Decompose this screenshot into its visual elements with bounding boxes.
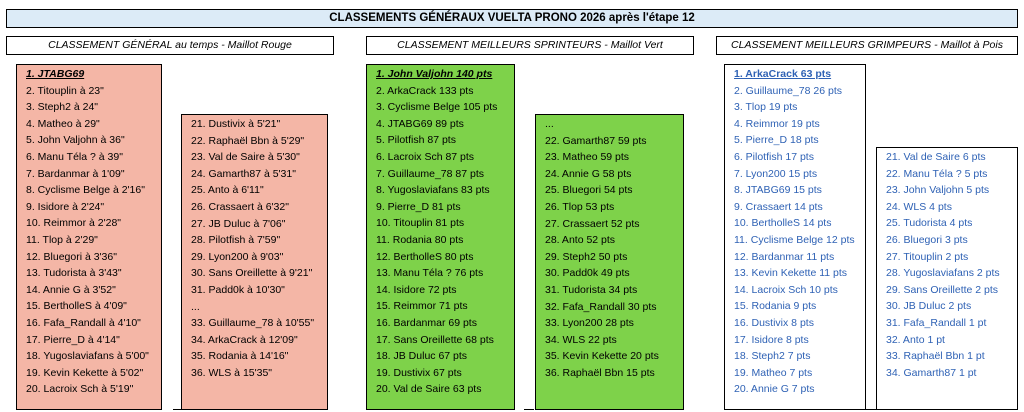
sprint-header: CLASSEMENT MEILLEURS SPRINTEURS - Maillot Vert (366, 36, 694, 55)
ranking-row: 36. WLS à 15'35" (191, 366, 273, 379)
ranking-row: 30. JB Duluc 2 pts (886, 300, 972, 313)
climb-list-1 (724, 64, 866, 410)
ranking-row: 26. Tlop 53 pts (545, 200, 615, 213)
ranking-row: 29. Lyon200 à 9'03" (191, 250, 284, 263)
ranking-row: 33. Guillaume_78 à 10'55" (191, 317, 315, 330)
ranking-row: 3. Cyclisme Belge 105 pts (376, 101, 498, 114)
ranking-row: 29. Sans Oreillette 2 pts (886, 283, 999, 296)
ranking-row: 1. ArkaCrack 63 pts (734, 68, 832, 80)
ranking-row: 35. Kevin Kekette 20 pts (545, 350, 659, 363)
ranking-row: 34. Gamarth87 1 pt (886, 366, 977, 379)
ranking-row: 22. Gamarth87 59 pts (545, 134, 647, 147)
ranking-row: 12. BertholleS 80 pts (376, 250, 474, 263)
ranking-row: 4. Reimmor 19 pts (734, 117, 820, 130)
divider (524, 409, 534, 410)
ranking-row: 18. Steph2 7 pts (734, 350, 811, 363)
ranking-row: 10. Reimmor à 2'28" (26, 217, 122, 230)
ranking-row: ... (191, 300, 200, 313)
ranking-row: 1. John Valjohn 140 pts (376, 68, 493, 80)
ranking-row: 11. Cyclisme Belge 12 pts (734, 233, 855, 246)
ranking-row: 17. Sans Oreillette 68 pts (376, 333, 494, 346)
ranking-row: 24. WLS 4 pts (886, 200, 952, 213)
ranking-row: 7. Guillaume_78 87 pts (376, 167, 484, 180)
ranking-row: 20. Annie G 7 pts (734, 383, 815, 396)
ranking-row: 3. Steph2 à 24" (26, 101, 99, 114)
general-list-1 (16, 64, 162, 410)
ranking-row: 16. Fafa_Randall à 4'10" (26, 316, 141, 329)
divider (866, 409, 876, 410)
ranking-row: 6. Lacroix Sch 87 pts (376, 150, 475, 163)
ranking-row: 25. Anto à 6'11" (191, 184, 264, 197)
ranking-row: 27. JB Duluc à 7'06" (191, 217, 286, 230)
ranking-row: 28. Yugoslaviafans 2 pts (886, 267, 1000, 280)
ranking-row: 32. Anto 1 pt (886, 333, 945, 346)
ranking-row: 2. Titouplin à 23" (26, 84, 104, 97)
ranking-row: 15. Rodania 9 pts (734, 300, 817, 313)
ranking-row: 13. Kevin Kekette 11 pts (734, 267, 848, 280)
ranking-row: 8. Cyclisme Belge à 2'16" (26, 184, 145, 197)
ranking-row: 31. Tudorista 34 pts (545, 283, 638, 296)
ranking-row: 27. Crassaert 52 pts (545, 217, 640, 230)
ranking-row: 14. Annie G à 3'52" (26, 283, 116, 296)
ranking-row: 29. Steph2 50 pts (545, 250, 628, 263)
ranking-row: 15. Reimmor 71 pts (376, 300, 468, 313)
divider (173, 409, 183, 410)
ranking-row: 23. Matheo 59 pts (545, 151, 630, 164)
ranking-row: 30. Padd0k 49 pts (545, 267, 630, 280)
general-header: CLASSEMENT GÉNÉRAL au temps - Maillot Rouge (6, 36, 334, 55)
ranking-row: 18. Yugoslaviafans à 5'00" (26, 350, 149, 363)
ranking-row: 24. Gamarth87 à 5'31" (191, 167, 296, 180)
sprint-list-2 (535, 114, 684, 410)
ranking-row: 7. Lyon200 15 pts (734, 167, 818, 180)
ranking-row: 20. Val de Saire 63 pts (376, 383, 482, 396)
ranking-row: 18. JB Duluc 67 pts (376, 350, 468, 363)
ranking-row: 5. John Valjohn à 36" (26, 134, 125, 147)
ranking-row: 3. Tlop 19 pts (734, 101, 798, 114)
ranking-row: 30. Sans Oreillette à 9'21" (191, 267, 313, 280)
general-list-2 (181, 114, 328, 410)
ranking-row: 26. Crassaert à 6'32" (191, 200, 289, 213)
ranking-row: 9. Isidore à 2'24" (26, 200, 105, 213)
ranking-row: 10. Titouplin 81 pts (376, 217, 465, 230)
ranking-row: 14. Isidore 72 pts (376, 283, 457, 296)
ranking-row: 21. Dustivix à 5'21" (191, 118, 281, 130)
ranking-row: 13. Manu Téla ? 76 pts (376, 267, 484, 280)
ranking-row: 4. JTABG69 89 pts (376, 117, 464, 130)
ranking-row: ... (545, 118, 554, 130)
ranking-row: 16. Bardanmar 69 pts (376, 316, 477, 329)
ranking-row: 11. Tlop à 2'29" (26, 233, 98, 246)
ranking-row: 19. Matheo 7 pts (734, 366, 813, 379)
ranking-row: 5. Pilotfish 87 pts (376, 134, 456, 147)
ranking-row: 4. Matheo à 29" (26, 117, 100, 130)
ranking-row: 12. Bluegori à 3'36" (26, 250, 117, 263)
ranking-row: 8. JTABG69 15 pts (734, 184, 822, 197)
ranking-row: 5. Pierre_D 18 pts (734, 134, 819, 147)
ranking-row: 7. Bardanmar à 1'09" (26, 167, 125, 180)
ranking-row: 28. Pilotfish à 7'59" (191, 234, 281, 247)
ranking-row: 16. Dustivix 8 pts (734, 316, 814, 329)
ranking-row: 36. Raphaël Bbn 15 pts (545, 366, 655, 379)
ranking-row: 22. Manu Téla ? 5 pts (886, 167, 988, 180)
ranking-row: 25. Tudorista 4 pts (886, 217, 973, 230)
ranking-row: 12. Bardanmar 11 pts (734, 250, 835, 263)
sprint-list-1 (366, 64, 515, 410)
ranking-row: 35. Rodania à 14'16" (191, 350, 289, 363)
ranking-row: 9. Pierre_D 81 pts (376, 200, 461, 213)
ranking-row: 15. BertholleS à 4'09" (26, 300, 127, 313)
ranking-row: 26. Bluegori 3 pts (886, 233, 968, 246)
ranking-row: 2. ArkaCrack 133 pts (376, 84, 474, 97)
ranking-row: 21. Val de Saire 6 pts (886, 151, 986, 163)
ranking-row: 1. JTABG69 (26, 68, 85, 80)
ranking-row: 19. Dustivix 67 pts (376, 366, 462, 379)
ranking-row: 25. Bluegori 54 pts (545, 184, 633, 197)
ranking-row: 33. Lyon200 28 pts (545, 317, 634, 330)
ranking-row: 23. Val de Saire à 5'30" (191, 151, 300, 164)
ranking-row: 13. Tudorista à 3'43" (26, 267, 122, 280)
ranking-row: 27. Titouplin 2 pts (886, 250, 969, 263)
climb-list-2 (876, 147, 1018, 410)
ranking-row: 20. Lacroix Sch à 5'19" (26, 383, 134, 396)
ranking-row: 19. Kevin Kekette à 5'02" (26, 366, 144, 379)
ranking-row: 34. WLS 22 pts (545, 333, 617, 346)
ranking-row: 34. ArkaCrack à 12'09" (191, 333, 298, 346)
ranking-row: 32. Fafa_Randall 30 pts (545, 300, 657, 313)
ranking-row: 6. Pilotfish 17 pts (734, 150, 814, 163)
ranking-row: 28. Anto 52 pts (545, 234, 616, 247)
ranking-row: 24. Annie G 58 pts (545, 167, 632, 180)
ranking-row: 2. Guillaume_78 26 pts (734, 84, 842, 97)
ranking-row: 17. Pierre_D à 4'14" (26, 333, 120, 346)
ranking-row: 10. BertholleS 14 pts (734, 217, 832, 230)
ranking-row: 31. Padd0k à 10'30" (191, 283, 285, 296)
page-title: CLASSEMENTS GÉNÉRAUX VUELTA PRONO 2026 après l'étape 12 (6, 9, 1018, 28)
ranking-row: 14. Lacroix Sch 10 pts (734, 283, 838, 296)
ranking-row: 31. Fafa_Randall 1 pt (886, 316, 987, 329)
climb-header: CLASSEMENT MEILLEURS GRIMPEURS - Maillot à Pois (716, 36, 1018, 55)
ranking-row: 6. Manu Téla ? à 39" (26, 150, 123, 163)
ranking-row: 11. Rodania 80 pts (376, 233, 464, 246)
ranking-row: 9. Crassaert 14 pts (734, 200, 823, 213)
ranking-row: 8. Yugoslaviafans 83 pts (376, 184, 490, 197)
ranking-row: 33. Raphaël Bbn 1 pt (886, 350, 985, 363)
ranking-row: 17. Isidore 8 pts (734, 333, 809, 346)
ranking-row: 22. Raphaël Bbn à 5'29" (191, 134, 305, 147)
ranking-row: 23. John Valjohn 5 pts (886, 184, 990, 197)
